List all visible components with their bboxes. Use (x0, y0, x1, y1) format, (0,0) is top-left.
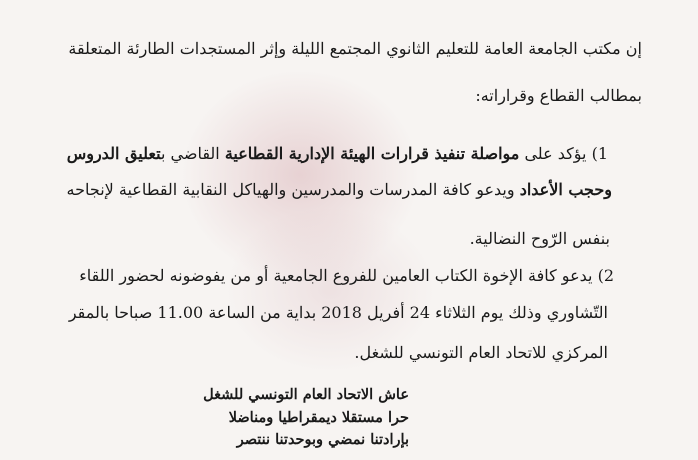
intro-line-2: بمطالب القطاع وقراراته: (475, 86, 642, 105)
intro-line-1: إن مكتب الجامعة العامة للتعليم الثانوي المجتمع الليلة وإثر المستجدات الطارئة المتعلقة (68, 39, 642, 58)
item-1-bold-c: وحجب الأعداد (519, 180, 612, 199)
signature-line-1: عاش الاتحاد العام التونسي للشغل (203, 386, 409, 403)
item-1-bold-b: تعليق الدروس (66, 144, 161, 163)
signature-line-3: بإرادتنا نمضي وبوحدتنا ننتصر (236, 431, 409, 448)
item-1-bold-a: مواصلة تنفيذ قرارات الهيئة الإدارية القطاعية (224, 144, 520, 163)
item-1-line-3: بنفس الرّوح النضالية. (469, 229, 610, 248)
item-1-line-2 (67, 180, 612, 200)
item-2-number: 2) (597, 266, 614, 285)
item-2-text-a: يدعو كافة الإخوة الكتاب العامين للفروع الجامعية أو من يفوضونه لحضور اللقاء (79, 266, 593, 285)
item-1-text-a: يؤكد على (524, 144, 587, 163)
item-1-text-c: ويدعو كافة المدرسات والمدرسين والهياكل النقابية القطاعية لإنجاحه (66, 180, 515, 199)
item-2-line-2: التّشاوري وذلك يوم الثلاثاء 24 أفريل 2018 بداية من الساعة 11.00 صباحا بالمقر (68, 303, 608, 322)
item-2-line-1 (79, 266, 614, 286)
item-2-line-3: المركزي للاتحاد العام التونسي للشغل. (354, 343, 608, 362)
signature-line-2: حرا مستقلا ديمقراطيا ومناضلا (228, 409, 409, 426)
item-1-number: 1) (591, 144, 608, 163)
item-1-line-1 (67, 144, 608, 164)
item-1-text-b: القاضي ب (160, 144, 220, 163)
